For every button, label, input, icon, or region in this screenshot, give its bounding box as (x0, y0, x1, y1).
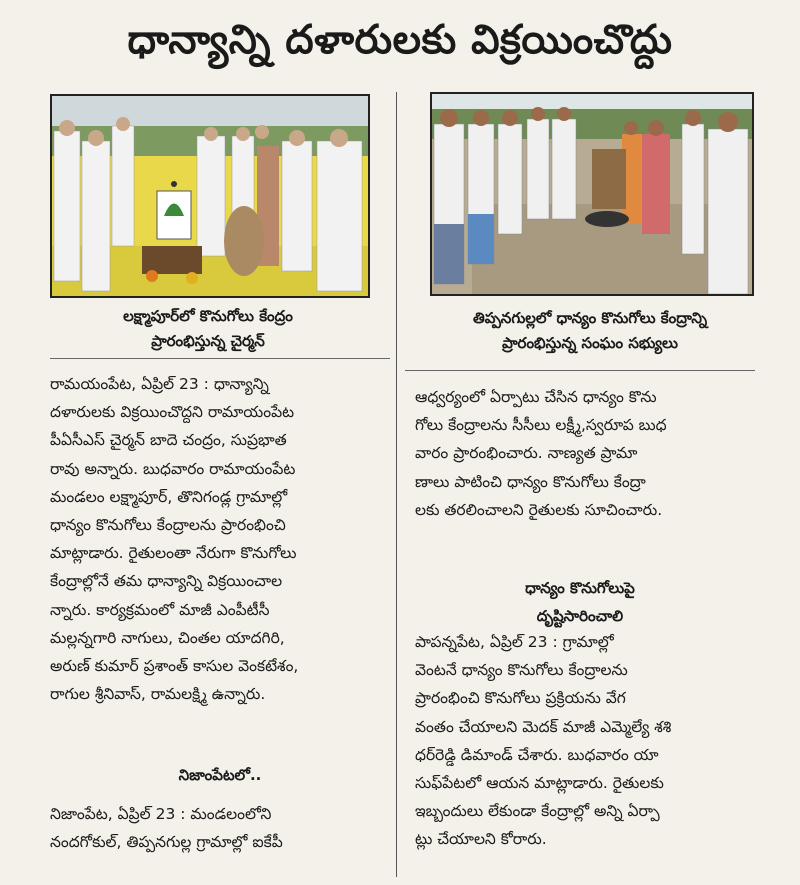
text-line: సుఫ్‌పేటలో ఆయన మాట్లాడారు. రైతులకు (415, 774, 664, 793)
column-divider (396, 92, 397, 877)
text-line: లకు తరలించాలని రైతులకు సూచించారు. (415, 500, 663, 519)
text-line: వారం ప్రారంభించారు. నాణ్యత ప్రామా (415, 444, 638, 463)
subhead-line: ధాన్యం కొనుగోలుపై (525, 579, 635, 597)
text-line: అరుణ్ కుమార్ ప్రశాంత్ కాసుల వెంకటేశం, (50, 657, 299, 676)
text-line: ధర్‌రెడ్డి డిమాండ్ చేశారు. బుధవారం యా (415, 745, 659, 764)
text-line: ఆధ్వర్యంలో ఏర్పాటు చేసిన ధాన్యం కొను (415, 388, 657, 406)
caption-line: ప్రారంభిస్తున్న సంఘం సభ్యులు (502, 334, 678, 352)
article-right-column (415, 383, 760, 524)
article-left-column (50, 370, 390, 708)
photo-left-caption (50, 304, 366, 354)
text-line: వెంటనే ధాన్యం కొనుగోలు కేంద్రాలను (415, 661, 628, 680)
caption-line: తిప్పనగుల్లలో ధాన్యం కొనుగోలు కేంద్రాన్ని (472, 309, 708, 327)
text-line: నందగోకుల్, తిప్పనగుల్ల గ్రామాల్లో ఐకేపీ (50, 833, 283, 852)
text-line: పీఏసీఎస్ చైర్మన్ బాదె చంద్రం, సుప్రభాత (50, 431, 287, 450)
headline: ధాన్యాన్ని దళారులకు విక్రయించొద్దు (127, 17, 673, 63)
photo-right-caption (425, 306, 755, 356)
text-line: కేంద్రాల్లోనే తమ ధాన్యాన్ని విక్రయించాల (50, 572, 283, 591)
text-line: ప్రారంభించి కొనుగోలు ప్రక్రియను వేగ (415, 689, 626, 708)
subhead-line: దృష్టిసారించాలి (536, 607, 624, 625)
text-line: మల్లన్నగారి నాగులు, చింతల యాదగిరి, (50, 628, 285, 647)
subhead-focus (405, 574, 755, 630)
caption-line: ప్రారంభిస్తున్న చైర్మన్ (151, 332, 265, 350)
text-line: మండలం లక్ష్మాపూర్, తొనిగండ్ల గ్రామాల్లో (50, 487, 288, 506)
divider (50, 358, 390, 359)
text-line: ణాలు పాటించి ధాన్యం కొనుగోలు కేంద్రా (415, 472, 646, 491)
article-right-column-continued (415, 628, 760, 854)
text-line: రావు అన్నారు. బుధవారం రామాయంపేట (50, 459, 296, 478)
subhead-nizampet: నిజాంపేటలో.. (178, 766, 262, 784)
text-line: మాట్లాడారు. రైతులంతా నేరుగా కొనుగోలు (50, 544, 297, 563)
text-line: వంతం చేయాలని మెదక్ మాజీ ఎమ్మెల్యే శశి (415, 717, 672, 736)
text-line: రామయంపేట, ఏప్రిల్ 23 : ధాన్యాన్ని (50, 375, 269, 393)
photo-left-launch-ceremony (50, 94, 370, 298)
text-line: గోలు కేంద్రాలను సీసీలు లక్ష్మీ,స్వరూప బుధ (415, 416, 667, 435)
text-line: ఇబ్బందులు లేకుండా కేంద్రాల్లో అన్ని ఏర్పా (415, 802, 660, 821)
text-line: ధాన్యం కొనుగోలు కేంద్రాలను ప్రారంభించి (50, 516, 286, 535)
divider (405, 370, 755, 371)
caption-line: లక్ష్మాపూర్‌లో కొనుగోలు కేంద్రం (123, 307, 293, 325)
text-line: దళారులకు విక్రయించొద్దని రామాయంపేట (50, 403, 295, 422)
text-line: ట్లు చేయాలని కోరారు. (415, 830, 547, 849)
text-line: పాపన్నపేట, ఏప్రిల్ 23 : గ్రామాల్లో (415, 633, 614, 651)
text-line: నిజాంపేట, ఏప్రిల్ 23 : మండలంలోని (50, 805, 272, 823)
photo-right-committee-members (430, 92, 754, 296)
text-line: రాగుల శ్రీనివాస్, రామలక్ష్మి ఉన్నారు. (50, 685, 266, 704)
text-line: న్నారు. కార్యక్రమంలో మాజీ ఎంపీటీసీ (50, 600, 270, 619)
article-left-column-continued (50, 800, 390, 856)
